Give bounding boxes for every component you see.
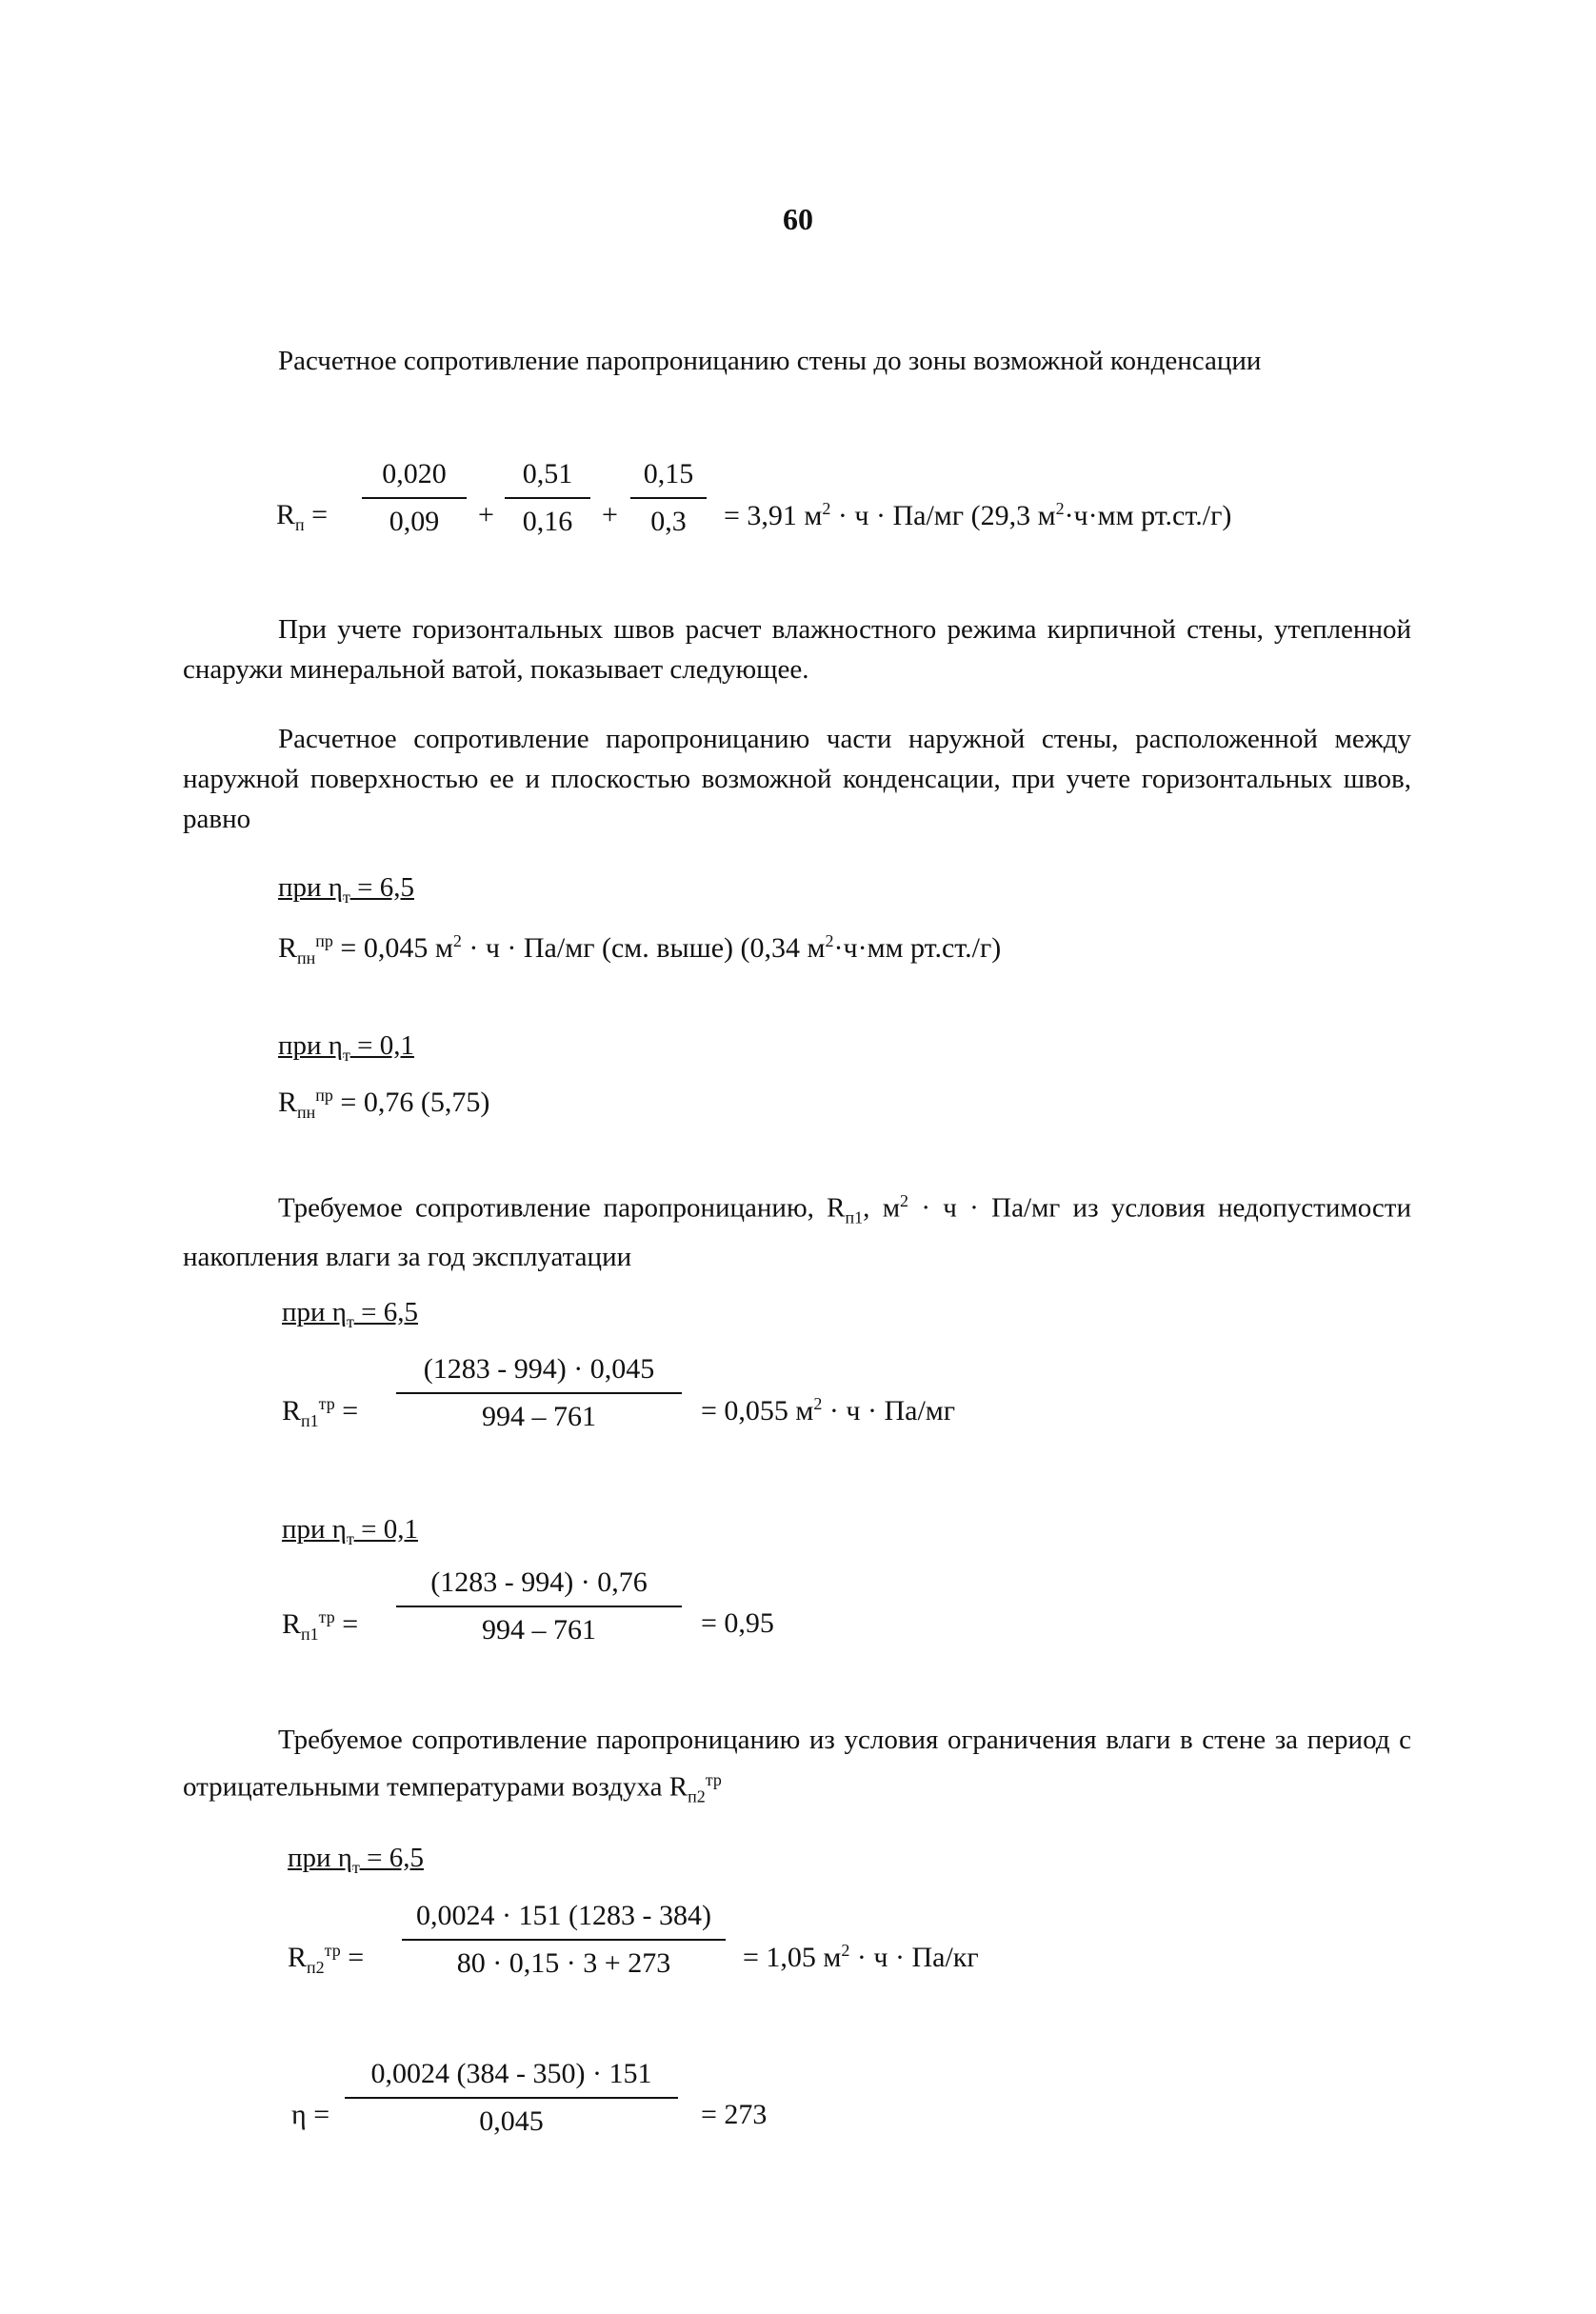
paragraph-required-resistance-year bbox=[183, 1181, 1411, 1277]
paragraph-vapor-resistance-intro bbox=[183, 341, 1411, 381]
fraction-1: 0,020 0,09 bbox=[362, 455, 467, 541]
value-rpn-2: $R_{пн}^{пр} = 0,76$ (5,75) bbox=[278, 1086, 490, 1122]
page-number: 60 bbox=[783, 202, 813, 236]
fraction: (1283 - 994) · 0,76 994 – 761 bbox=[396, 1564, 682, 1649]
plus-sign: + bbox=[478, 499, 494, 530]
fraction: 0,0024 (384 - 350) · 151 0,045 bbox=[345, 2055, 678, 2141]
fraction-3: 0,15 0,3 bbox=[630, 455, 707, 541]
equation-result: = 0,95 bbox=[701, 1607, 774, 1639]
fraction: (1283 - 994) · 0,045 994 – 761 bbox=[396, 1350, 682, 1436]
equation-result: = 273 bbox=[701, 2099, 768, 2130]
equation-lhs: $R_{п1}^{тр}$ = bbox=[282, 1607, 359, 1644]
paragraph-text: Требуемое сопротивление паропроницанию, $R_{п1}$, $м^2 \cdot ч \cdot Па/мг$ из условия недопустимости накопления влаги за год эксплуатации bbox=[183, 1191, 1411, 1273]
equation-result: = 0,055 $м^2 \cdot ч \cdot Па/мг$ bbox=[701, 1394, 956, 1426]
equation-rn1-eta-6-5 bbox=[282, 1350, 1139, 1474]
condition-eta-0-1: при $\eta_т = 0,1$ bbox=[282, 1514, 418, 1548]
condition-eta-6-5: при $\eta_т = 6,5$ bbox=[282, 1297, 418, 1331]
equation-lhs: $R_{п1}^{тр}$ = bbox=[282, 1394, 359, 1430]
equation-rn1-eta-0-1 bbox=[282, 1564, 1139, 1687]
equation-result: = 1,05 $м^2 \cdot ч \cdot Па/кг$ bbox=[743, 1941, 979, 1973]
paragraph-required-resistance-negative-temp bbox=[183, 1720, 1411, 1816]
equation-lhs: $R_п$ = bbox=[276, 499, 329, 534]
equation-eta bbox=[291, 2055, 1148, 2179]
paragraph-text: Расчетное сопротивление паропроницанию стены до зоны возможной конденсации bbox=[278, 346, 1262, 376]
condition-eta-6-5: при $\eta_т = 6,5$ bbox=[288, 1843, 424, 1877]
paragraph-text: При учете горизонтальных швов расчет влажностного режима кирпичной стены, утепленной снаружи минеральной ватой, показывает следующее. bbox=[183, 614, 1411, 685]
value-rpn-1: $R_{пн}^{пр} = 0,045$ $м^2 \cdot ч \cdot Па/мг$ (см. выше) (0,34 $м^2\cdot ч\cdot мм$ рт.ст./г) bbox=[278, 931, 1002, 967]
equation-rn2 bbox=[288, 1897, 1145, 2021]
fraction: 0,0024 · 151 (1283 - 384) 80 · 0,15 · 3 + 273 bbox=[402, 1897, 726, 1983]
condition-eta-6-5: при $\eta_т = 6,5$ bbox=[278, 872, 414, 907]
paragraph-text: Расчетное сопротивление паропроницанию части наружной стены, расположенной между наружной поверхностью ее и плоскостью возможной конденсации, при учете горизонтальных швов, равно bbox=[183, 724, 1411, 834]
equation-lhs: η = bbox=[291, 2099, 330, 2130]
fraction-2: 0,51 0,16 bbox=[505, 455, 590, 541]
plus-sign: + bbox=[602, 499, 618, 530]
condition-eta-0-1: при $\eta_т = 0,1$ bbox=[278, 1030, 414, 1065]
equation-rn bbox=[276, 455, 1419, 588]
paragraph-horizontal-seams bbox=[183, 609, 1411, 689]
equation-lhs: $R_{п2}^{тр}$ = bbox=[288, 1941, 365, 1977]
paragraph-text: Требуемое сопротивление паропроницанию из условия ограничения влаги в стене за период с отрицательными температурами воздуха $R_{п2}^{тр}$ bbox=[183, 1725, 1411, 1806]
paragraph-outer-resistance bbox=[183, 719, 1411, 839]
equation-result: = 3,91 $м^2 \cdot ч \cdot Па/мг$ (29,3 $м^2\cdot ч\cdot мм$ рт.ст./г) bbox=[724, 499, 1232, 531]
